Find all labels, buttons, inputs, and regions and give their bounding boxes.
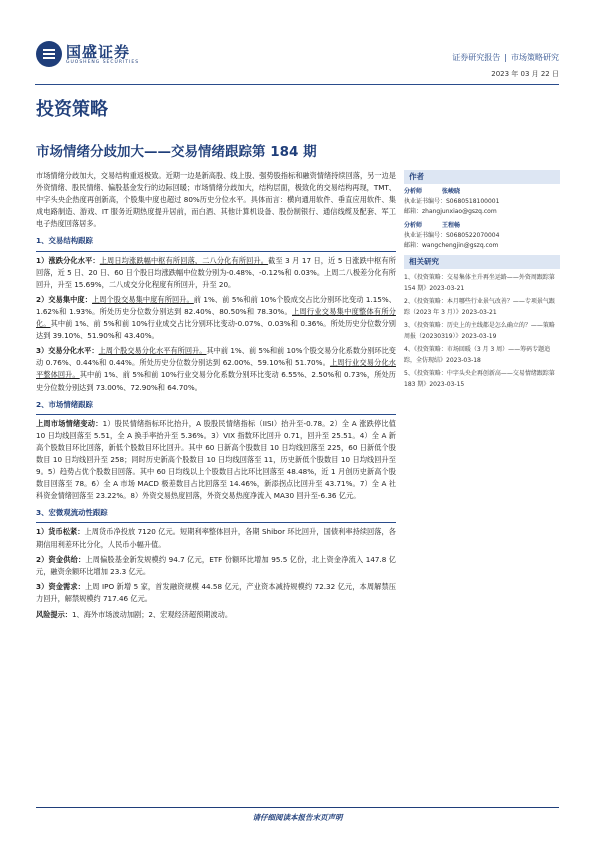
sidebar <box>404 170 560 392</box>
analyst-cert: 执业证书编号：S0680518100001 <box>404 198 500 205</box>
analyst-row <box>404 187 560 197</box>
item-label: 1）货币松紧： <box>36 527 85 537</box>
item-label: 3）交易分化水平： <box>36 346 99 356</box>
analyst-name: 王程畅 <box>442 222 461 229</box>
section-heading: 2、市场情绪跟踪 <box>36 399 93 409</box>
header-divider <box>35 84 559 85</box>
company-name: 国盛证券 <box>66 43 131 61</box>
company-logo-icon <box>35 40 63 68</box>
item-label: 2）资金供给： <box>36 554 86 564</box>
related-heading: 相关研究 <box>404 255 560 269</box>
paragraph-item <box>36 418 396 503</box>
item-label: 1）涨跌分化水平： <box>36 255 100 265</box>
risk-note <box>36 609 396 621</box>
related-item[interactable]: 2、《投资策略：本月哪些行业景气改善？——专项景气跟踪（2023 年 3 月）》2023-03-21 <box>404 298 555 316</box>
report-title: 市场情绪分歧加大——交易情绪跟踪第 184 期 <box>36 144 317 160</box>
item-text: 其中前 1%、前 5%和前 10%个股交易分化系数分别环比变动 0.76%、0.44%和 0.44%。所处历史分位数分别达到 62.00%、59.10%和 51.70%。 <box>36 346 396 368</box>
paragraph-item <box>36 294 396 342</box>
main-body <box>36 170 396 624</box>
paragraph-item <box>36 255 396 291</box>
item-text: 1）股民情绪指标环比抬升，A 股股民情绪指标（IISI）抬升至-0.78。2）全 A 涨跌停比值 10 日均线回落至 5.51，全 A 换手率抬升至 5.36%。3）VIX 指数环比回升 0.71，回升至 25.51。4）全 A 新高个股数目环比回落，新低个股数目环比回升。其中 60 日新高个股数目 10 日均线回落至 225，60 日新低个股数目 10 日均线回升至 258；同时历史新高个股数目 10 日均线回落至 11，历史新低个股数目 10 日均线回升至 9。5）趋势占优个股数目回落。其中 60 日均线以上个股数目占比环比回落至 48.48%，近 1 月创历史新高个股数目回落至 78。6）全 A 市场 MACD 极差数目占比回落至 14.46%，新添拐点比回升至 43.71%。7）全 A 社科资金情绪回落至 23.22%。8）外资交易热度回落，外资交易热度净流入 MA30 回升至-6.36 亿元。 <box>36 418 396 501</box>
item-label: 2）交易集中度： <box>36 294 92 304</box>
report-type: 市场策略研究 <box>511 53 559 62</box>
item-lead: 上周行业交易集中度整体有所分化。 <box>36 306 396 329</box>
item-label: 上周市场情绪变动： <box>36 418 103 428</box>
related-item[interactable]: 3、《投资策略：历史上的主线都是怎么确立的？——策略周报（20230319）》2023-03-19 <box>404 322 555 340</box>
analyst-name: 张峻晓 <box>442 188 461 195</box>
paragraph-item <box>36 345 396 393</box>
risk-label: 风险提示： <box>36 610 72 619</box>
related-item[interactable]: 4、《投资策略：市场回暖（3 月 3 周）——筹码专题追踪，全仿现结》2023-03-18 <box>404 346 551 364</box>
item-label: 3）资金需求： <box>36 581 85 591</box>
section-divider <box>36 522 396 523</box>
related-item[interactable]: 1、《投资策略：交易集体主升再坐运路——外资周跟踪第 154 期》2023-03-21 <box>404 274 555 292</box>
section-divider <box>36 414 396 415</box>
item-text: 截至 3 月 17 日，近 5 日涨跌中枢有所回落，近 5 日、20 日、60 日个股日均涨跌幅中位数分别为-0.48%、-0.12%和 0.03%。上周二八极差分化有所回升，升至 15.69%，二八成交分化程度有所回升，升至 20。 <box>36 255 396 289</box>
analyst-email[interactable]: 邮箱：zhangjunxiao@gszq.com <box>404 208 497 215</box>
risk-text: 1、海外市场波动加剧；2、宏观经济超预期波动。 <box>71 610 233 619</box>
analyst-role: 分析师 <box>404 222 423 229</box>
footer-note: 请仔细阅读本报告末页声明 <box>252 813 343 822</box>
company-name-en: GUOSHENG SECURITIES <box>66 60 140 65</box>
item-text: 其中前 1%、前 5%和前 10%行业成交占比分别环比变动-0.07%、0.03%和 0.36%。所处历史分位数分别达到 39.10%、51.90%和 43.40%。 <box>36 319 396 341</box>
item-text: 上周货币净投放 7120 亿元。短期利率整体回升，各期 Shibor 环比回升，国债利率持续回落，各期信用利差环比分化，人民币小幅升值。 <box>36 527 396 549</box>
paragraph-item <box>36 581 396 605</box>
analyst-email[interactable]: 邮箱：wangchengjin@gszq.com <box>404 242 499 249</box>
analyst-cert: 执业证书编号：S0680522070004 <box>404 232 500 239</box>
section-divider <box>36 251 396 252</box>
analyst-role: 分析师 <box>404 188 423 195</box>
authors-heading: 作者 <box>404 170 560 184</box>
report-category-bar: 证券研究报告 | 市场策略研究 <box>452 53 559 62</box>
related-item[interactable]: 5、《投资策略：中字头央企再创新高——交易情绪跟踪第 183 期》2023-03-15 <box>404 370 555 388</box>
paragraph-item <box>36 526 396 550</box>
item-text: 其中前 1%、前 5%和前 10%行业交易分化系数分别环比变动 6.55%、2.50%和 0.73%，所处历史分位数分别达到 73.00%、72.90%和 64.70%。 <box>36 370 396 392</box>
item-lead: 上周行业交易分化水平整体回升。 <box>36 358 396 380</box>
related-list <box>404 272 560 390</box>
item-text: 上周 IPO 新增 5 家，首发融资规模 44.58 亿元，产业资本减持规模约 72.32 亿元，本周解禁压力回升，解禁规模约 717.46 亿元。 <box>36 581 396 603</box>
paragraph-item <box>36 554 396 578</box>
item-text: 前 1%、前 5%和前 10%个股成交占比分别环比变动 1.15%、1.62%和 1.93%。所处历史分位数分别达到 82.40%、80.50%和 78.30%。 <box>36 294 396 316</box>
section-heading: 3、宏微观流动性跟踪 <box>36 508 108 518</box>
item-lead: 上周个股交易分化水平有所回升。 <box>98 346 207 356</box>
analyst-row <box>404 221 560 231</box>
doc-type-heading: 投资策略 <box>36 99 108 120</box>
footer-divider <box>36 807 559 808</box>
report-category: 证券研究报告 <box>452 53 501 62</box>
item-lead: 上周日均涨跌幅中枢有所回落，二八分化有所回升。 <box>99 255 269 265</box>
report-date: 2023 年 03 月 22 日 <box>491 70 559 78</box>
item-text: 上周偏股基金新发规模约 94.7 亿元，ETF 份额环比增加 95.5 亿份，北上资金净流入 147.8 亿元，融资余额环比增加 23.3 亿元。 <box>36 554 396 576</box>
item-lead: 上周个股交易集中度有所回升。 <box>91 294 194 304</box>
summary-paragraph: 市场情绪分歧加大，交易结构重返极致。近期一边是新高股、线上股、强势股指标和融资情绪持续回落，另一边是外资情绪、股民情绪、偏股基金发行的边际回暖；市场情绪分歧加大，结构层面，极致化的交易结构再现，TMT、中字头央企热度再创新高，个股集中度也超过 80%历史分位水平。具体而言：横向通用软件、垂直应用软件、集成电路制造、游戏、IT 服务近期热度提升居前，而白酒、其他计算机设备、股份制银行、通信线缆及配套、军工电子热度回落居多。 <box>36 171 396 229</box>
section-heading: 1、交易结构跟踪 <box>36 236 93 246</box>
